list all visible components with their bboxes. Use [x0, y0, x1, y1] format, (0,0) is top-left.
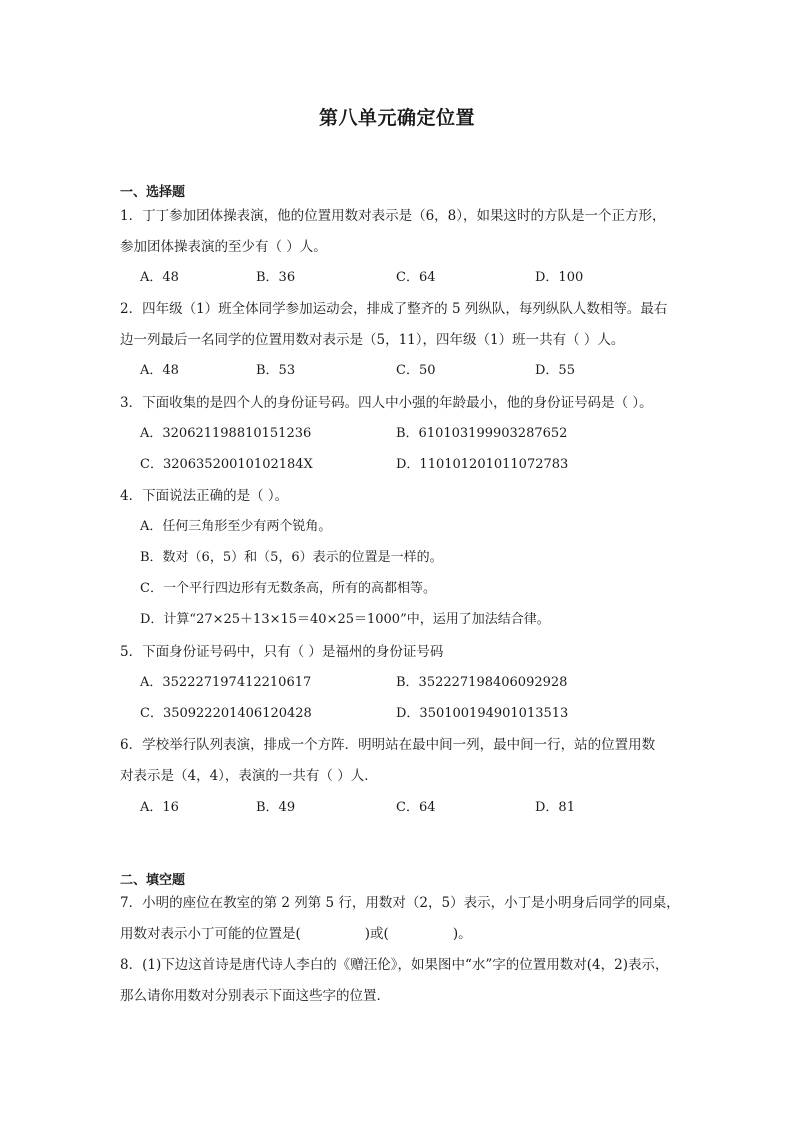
question-4-option-a: A．任何三角形至少有两个锐角。: [140, 519, 332, 534]
page-title: 第八单元确定位置: [318, 107, 475, 129]
question-8-text: 8．(1)下边这首诗是唐代诗人李白的《赠汪伦》，如果图中“水”字的位置用数对(4，2)表示，: [120, 957, 669, 973]
question-1-option-b: B．36: [256, 270, 296, 285]
question-1-option-d: D．100: [535, 270, 584, 285]
question-4-option-d: D．计算“27×25＋13×15＝40×25＝1000”中，运用了加法结合律。: [140, 612, 550, 627]
question-7-text: 7．小明的座位在教室的第 2 列第 5 行，用数对（2，5）表示，小丁是小明身后同学的同桌，: [120, 895, 680, 911]
question-7-end: )。: [452, 926, 472, 942]
question-5-text: 5．下面身份证号码中，只有（ ）是福州的身份证号码: [120, 644, 444, 660]
question-2-option-b: B．53: [256, 363, 296, 378]
section-heading-fill-in: 二、填空题: [120, 873, 186, 888]
question-3-option-d: D．110101201011072783: [396, 457, 569, 472]
question-7-text-cont: [120, 925, 680, 943]
question-1-text: 1．丁丁参加团体操表演，他的位置用数对表示是（6，8），如果这时的方队是一个正方形，: [120, 208, 666, 224]
question-2-option-d: D．55: [535, 363, 575, 378]
question-3-option-b: B．610103199903287652: [396, 426, 568, 441]
question-2-text: 2．四年级（1）班全体同学参加运动会，排成了整齐的 5 列纵队，每列纵队人数相等。最右: [120, 301, 668, 317]
question-1-option-c: C．64: [396, 270, 436, 285]
question-4-option-b: B．数对（6，5）和（5，6）表示的位置是一样的。: [140, 550, 443, 565]
question-1-text-cont: 参加团体操表演的至少有（ ）人。: [120, 239, 327, 255]
question-6-option-a: A．16: [140, 800, 179, 815]
section-heading-multiple-choice: 一、选择题: [120, 185, 186, 200]
question-4-text: 4．下面说法正确的是（ ）。: [120, 488, 289, 504]
question-7-connector: )或(: [364, 926, 389, 942]
question-3-text: 3．下面收集的是四个人的身份证号码。四人中小强的年龄最小，他的身份证号码是（ ）。: [120, 395, 653, 411]
question-2-text-cont: 边一列最后一名同学的位置用数对表示是（5，11），四年级（1）班一共有（ ）人。: [120, 332, 625, 348]
question-7-prompt: 用数对表示小丁可能的位置是(: [120, 926, 301, 942]
question-5-option-b: B．352227198406092928: [396, 675, 568, 690]
question-1-option-a: A．48: [140, 270, 179, 285]
question-5-option-a: A．352227197412210617: [140, 675, 312, 690]
question-2-option-a: A．48: [140, 363, 179, 378]
question-3-option-c: C．32063520010102184X: [140, 457, 313, 472]
question-6-option-c: C．64: [396, 800, 436, 815]
question-8-text-cont: 那么请你用数对分别表示下面这些字的位置．: [120, 988, 390, 1004]
question-6-option-b: B．49: [256, 800, 296, 815]
question-4-option-c: C．一个平行四边形有无数条高，所有的高都相等。: [140, 581, 436, 596]
question-6-option-d: D．81: [535, 800, 575, 815]
question-2-option-c: C．50: [396, 363, 436, 378]
question-6-text-cont: 对表示是（4，4），表演的一共有（ ）人．: [120, 768, 378, 784]
question-3-option-a: A．320621198810151236: [140, 426, 312, 441]
question-5-option-d: D．350100194901013513: [396, 706, 569, 721]
question-6-text: 6．学校举行队列表演，排成一个方阵．明明站在最中间一列，最中间一行，站的位置用数: [120, 737, 656, 753]
question-5-option-c: C．350922201406120428: [140, 706, 312, 721]
